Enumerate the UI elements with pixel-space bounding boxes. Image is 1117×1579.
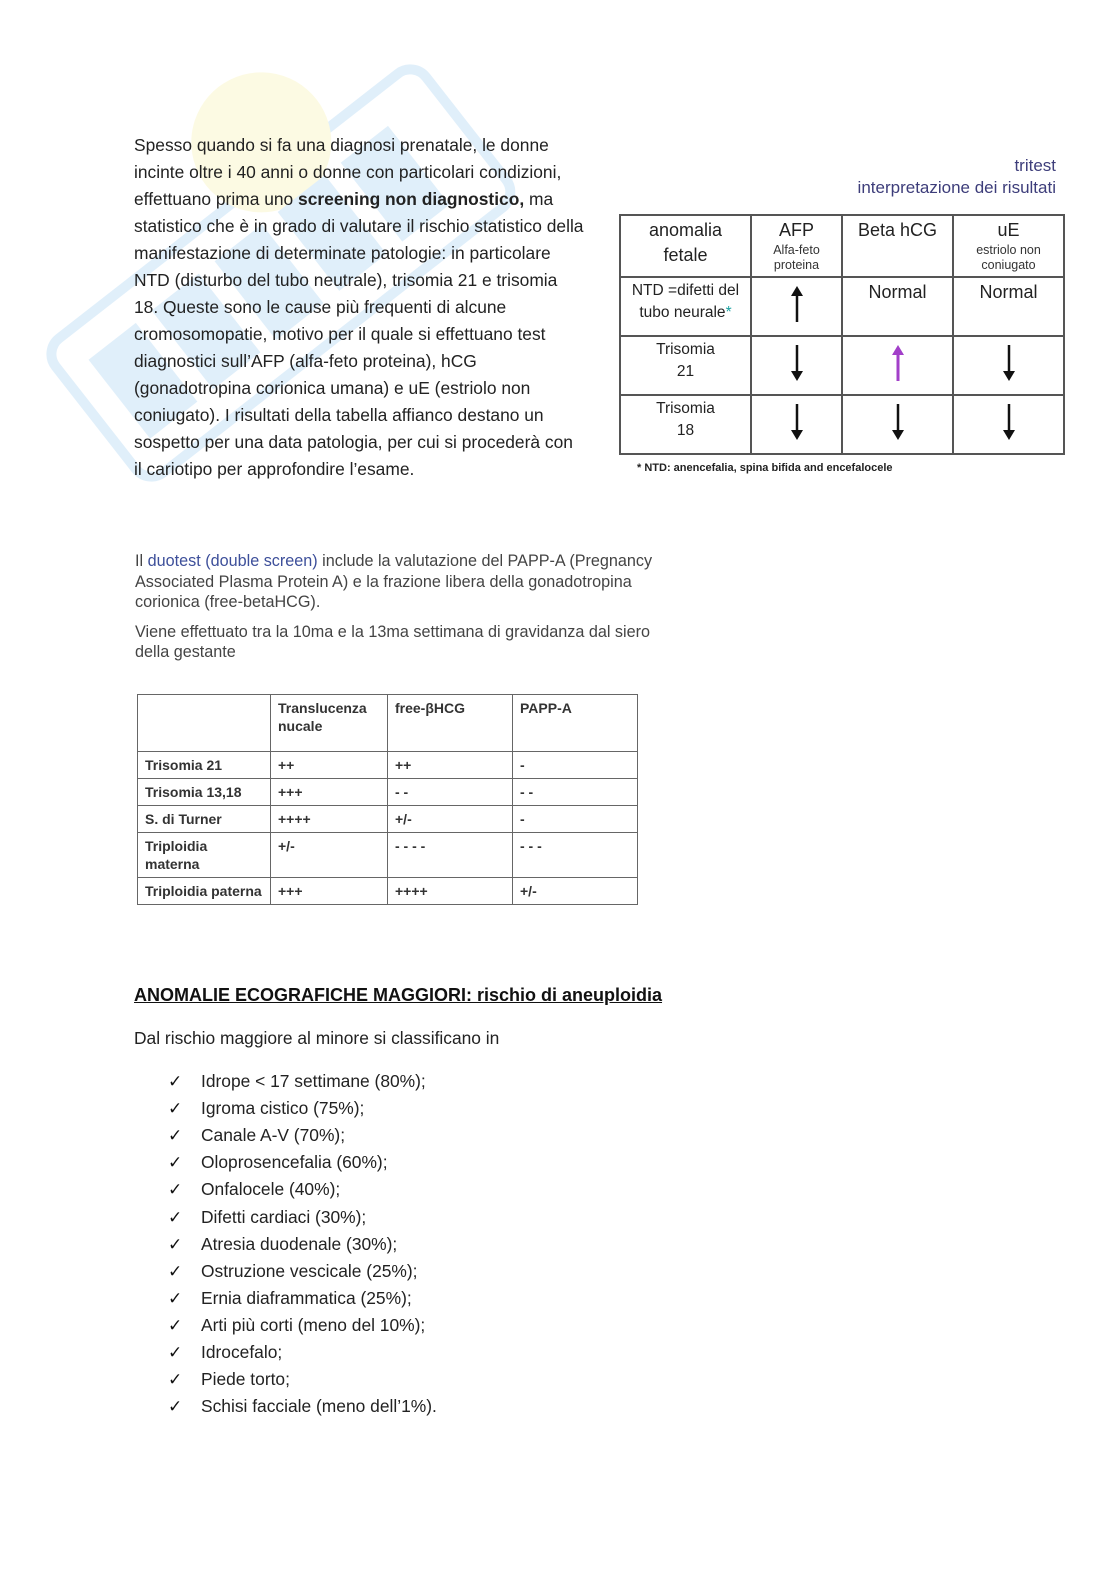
- anomalies-list: [168, 1068, 437, 1420]
- arrow-down-icon: [1002, 404, 1016, 440]
- checkmark-icon: ✓: [168, 1099, 183, 1119]
- tritest-footnote: * NTD: anencefalia, spina bifida and encefalocele: [637, 462, 893, 474]
- anomalies-title: ANOMALIE ECOGRAFICHE MAGGIORI: rischio di aneuploidia: [134, 985, 663, 1005]
- duotest-row: [138, 833, 638, 878]
- tritest-cell-t18-hcg: [842, 395, 953, 454]
- checkmark-icon: ✓: [168, 1234, 183, 1254]
- checkmark-icon: ✓: [168, 1370, 183, 1390]
- checkmark-icon: ✓: [168, 1397, 183, 1417]
- duotest-cell: ++++: [271, 806, 388, 833]
- asterisk-mark: *: [725, 304, 732, 321]
- duotest-header-row: [138, 695, 638, 752]
- tritest-subtitle: interpretazione dei risultati: [857, 178, 1056, 197]
- intro-text-bold: screening non diagnostico,: [298, 189, 525, 209]
- duotest-cell: -: [513, 752, 638, 779]
- duotest-row: [138, 878, 638, 905]
- arrow-up-icon: [790, 286, 804, 322]
- duotest-header-pappa: PAPP-A: [513, 695, 638, 752]
- tritest-heading: [858, 155, 1056, 199]
- anomalies-subtitle: Dal rischio maggiore al minore si classificano in: [134, 1028, 500, 1048]
- checkmark-icon: ✓: [168, 1207, 183, 1227]
- list-item: ✓ Oloprosencefalia (60%);: [168, 1149, 437, 1176]
- list-item: ✓ Canale A-V (70%);: [168, 1122, 437, 1149]
- arrow-up-purple-icon: [891, 345, 905, 381]
- arrow-down-icon: [790, 345, 804, 381]
- duotest-cell: +/-: [513, 878, 638, 905]
- arrow-down-icon: [1002, 345, 1016, 381]
- tritest-cell-ntd-ue: Normal: [953, 277, 1064, 336]
- duotest-cell: +++: [271, 779, 388, 806]
- tritest-title: tritest: [1014, 156, 1056, 175]
- duotest-cell: +/-: [388, 806, 513, 833]
- checkmark-icon: ✓: [168, 1288, 183, 1308]
- tritest-header-hcg: Beta hCG: [842, 215, 953, 277]
- list-item: ✓ Atresia duodenale (30%);: [168, 1231, 437, 1258]
- duotest-intro: [135, 551, 655, 672]
- intro-paragraph: [134, 132, 584, 483]
- duotest-header-empty: [138, 695, 271, 752]
- duotest-cell: - - - -: [388, 833, 513, 878]
- checkmark-icon: ✓: [168, 1153, 183, 1173]
- duotest-cell: - - -: [513, 833, 638, 878]
- intro-text-part1: Spesso quando si fa una diagnosi prenatale, le donne incinte oltre i 40 anni o donne con particolari condizioni, effettuano prima uno: [134, 135, 562, 209]
- tritest-header-ue: uE estriolo non coniugato: [953, 215, 1064, 277]
- tritest-row-ntd: [620, 277, 1064, 336]
- list-item: ✓ Igroma cistico (75%);: [168, 1095, 437, 1122]
- tritest-header-row: [620, 215, 1064, 277]
- duotest-cell: - -: [388, 779, 513, 806]
- tritest-cell-t18-label: Trisomia 18: [620, 395, 751, 454]
- tritest-cell-t21-label: Trisomia 21: [620, 336, 751, 395]
- tritest-cell-t18-ue: [953, 395, 1064, 454]
- checkmark-icon: ✓: [168, 1126, 183, 1146]
- list-item: ✓ Difetti cardiaci (30%);: [168, 1203, 437, 1230]
- duotest-cell: - -: [513, 779, 638, 806]
- duotest-cell: Triploidia materna: [138, 833, 271, 878]
- duotest-cell: Triploidia paterna: [138, 878, 271, 905]
- duotest-intro-paragraph-2: Viene effettuato tra la 10ma e la 13ma settimana di gravidanza dal siero della gestante: [135, 622, 651, 661]
- tritest-cell-ntd-afp: [751, 277, 842, 336]
- duotest-cell: ++++: [388, 878, 513, 905]
- arrow-down-icon: [891, 404, 905, 440]
- duotest-header-translucenza: Translucenza nucale: [271, 695, 388, 752]
- list-item: ✓ Ernia diaframmatica (25%);: [168, 1285, 437, 1312]
- duotest-row: [138, 779, 638, 806]
- tritest-row-trisomia18: [620, 395, 1064, 454]
- list-item: ✓ Idrocefalo;: [168, 1339, 437, 1366]
- duotest-cell: +++: [271, 878, 388, 905]
- list-item: ✓ Arti più corti (meno del 10%);: [168, 1312, 437, 1339]
- tritest-header-anomaly: anomalia fetale: [620, 215, 751, 277]
- tritest-cell-t21-afp: [751, 336, 842, 395]
- checkmark-icon: ✓: [168, 1315, 183, 1335]
- tritest-row-trisomia21: [620, 336, 1064, 395]
- intro-text-part2: ma statistico che è in grado di valutare il rischio statistico della manifestazione di determinate patologie: in particolare NTD (disturbo del tubo neutrale), trisomia 21 e trisomia 18. Queste sono le cause più frequenti di alcune cromosomopatie, motivo per il quale si effettuano test diagnostici sull’AFP (alfa-feto proteina), hCG (gonadotropina corionica umana) e uE (estriolo non coniugato). I risultati della tabella affianco destano un sospetto per una data patologia, per cui si procederà con il cariotipo per approfondire l’esame.: [134, 189, 584, 479]
- tritest-cell-t21-ue: [953, 336, 1064, 395]
- duotest-row: [138, 806, 638, 833]
- tritest-cell-ntd-label: NTD =difetti del tubo neurale*: [620, 277, 751, 336]
- tritest-cell-t21-hcg: [842, 336, 953, 395]
- duotest-row: [138, 752, 638, 779]
- list-item: ✓ Ostruzione vescicale (25%);: [168, 1258, 437, 1285]
- duotest-accent: duotest (double screen): [147, 552, 318, 570]
- duotest-intro-paragraph: Il duotest (double screen) include la valutazione del PAPP-A (Pregnancy Associated Plasma Protein A) e la frazione libera della gonadotropina corionica (free-betaHCG).: [135, 552, 653, 611]
- duotest-header-freebhcg: free-βHCG: [388, 695, 513, 752]
- list-item: ✓ Idrope < 17 settimane (80%);: [168, 1068, 437, 1095]
- list-item: ✓ Onfalocele (40%);: [168, 1176, 437, 1203]
- checkmark-icon: ✓: [168, 1072, 183, 1092]
- tritest-cell-t18-afp: [751, 395, 842, 454]
- duotest-cell: ++: [271, 752, 388, 779]
- duotest-table: [137, 694, 638, 905]
- duotest-cell: Trisomia 13,18: [138, 779, 271, 806]
- tritest-header-afp: AFP Alfa-feto proteina: [751, 215, 842, 277]
- arrow-down-icon: [790, 404, 804, 440]
- tritest-cell-ntd-hcg: Normal: [842, 277, 953, 336]
- duotest-cell: S. di Turner: [138, 806, 271, 833]
- checkmark-icon: ✓: [168, 1180, 183, 1200]
- duotest-cell: -: [513, 806, 638, 833]
- checkmark-icon: ✓: [168, 1342, 183, 1362]
- duotest-cell: +/-: [271, 833, 388, 878]
- duotest-cell: ++: [388, 752, 513, 779]
- duotest-cell: Trisomia 21: [138, 752, 271, 779]
- list-item: ✓ Piede torto;: [168, 1366, 437, 1393]
- checkmark-icon: ✓: [168, 1261, 183, 1281]
- tritest-table: [619, 214, 1065, 455]
- list-item: ✓ Schisi facciale (meno dell’1%).: [168, 1393, 437, 1420]
